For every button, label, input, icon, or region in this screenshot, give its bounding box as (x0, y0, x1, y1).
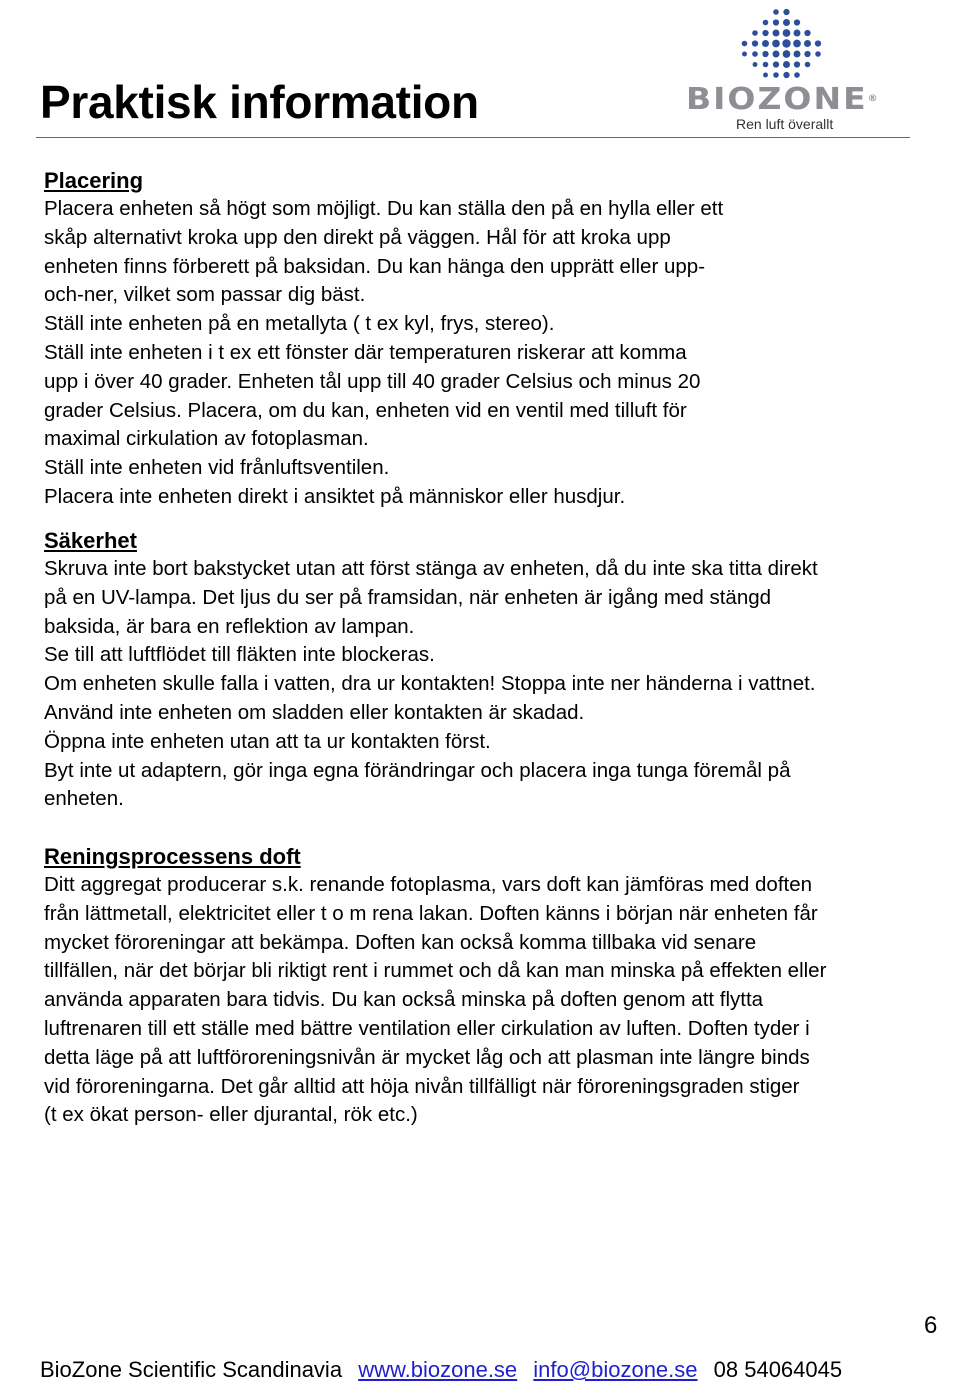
logo-dot-grid-icon (728, 6, 838, 86)
logo-dot (804, 30, 810, 36)
logo-dot (773, 72, 779, 78)
text-line: Se till att luftflödet till fläkten inte blockeras. (44, 643, 435, 667)
logo-dot (783, 72, 789, 78)
text-line: Öppna inte enheten utan att ta ur kontakten först. (44, 729, 491, 753)
text-line: enheten finns förberett på baksidan. Du kan hänga den upprätt eller upp- (44, 254, 706, 278)
footer-phone: 08 54064045 (713, 1357, 843, 1382)
text-line: mycket föroreningar att bekämpa. Doften kan också komma tillbaka vid senare (44, 930, 757, 954)
text-line: på en UV-lampa. Det ljus du ser på framsidan, när enheten är igång med stängd (44, 585, 772, 609)
logo-dot (783, 50, 791, 58)
logo-dot (762, 40, 769, 47)
logo-dot (763, 73, 768, 78)
page-title: Praktisk information (40, 76, 479, 128)
biozone-logo (684, 6, 916, 130)
text-line: Ställ inte enheten vid frånluftsventilen. (44, 456, 390, 480)
text-line: maximal cirkulation av fotoplasman. (44, 427, 369, 451)
section-body (44, 195, 960, 512)
section-reningsprocessens-doft (44, 842, 960, 1130)
section-heading: Reningsprocessens doft (44, 844, 301, 869)
text-line: Placera inte enheten direkt i ansiktet på människor eller husdjur. (44, 484, 626, 508)
text-line: upp i över 40 grader. Enheten tål upp till 40 grader Celsius och minus 20 (44, 369, 701, 393)
logo-wordmark: BIOZONE® (686, 80, 878, 117)
page-number: 6 (924, 1312, 938, 1339)
text-line: Skruva inte bort bakstycket utan att först stänga av enheten, då du inte ska titta direkt (44, 557, 818, 580)
text-line: (t ex ökat person- eller djurantal, rök etc.) (44, 1103, 418, 1127)
logo-dot (794, 19, 800, 25)
logo-dot (773, 30, 780, 37)
text-line: Placera enheten så högt som möjligt. Du kan ställa den på en hylla eller ett (44, 197, 724, 220)
logo-dot (783, 9, 789, 15)
logo-dot (783, 19, 790, 26)
section-body (44, 871, 960, 1130)
logo-dot (782, 39, 790, 47)
text-line: Byt inte ut adaptern, gör inga egna förändringar och placera inga tunga föremål på (44, 758, 791, 782)
text-line: baksida, är bara en reflektion av lampan. (44, 614, 415, 638)
logo-dot (783, 29, 791, 37)
logo-dot (794, 61, 800, 67)
logo-dot (752, 40, 758, 46)
logo-dot (773, 51, 780, 58)
logo-dot (752, 51, 758, 57)
header-divider (36, 137, 910, 138)
section-sakerhet (44, 526, 960, 814)
section-heading: Placering (44, 168, 144, 193)
footer-email-link[interactable]: info@biozone.se (533, 1357, 698, 1382)
logo-dot (794, 51, 801, 58)
text-line: skåp alternativt kroka upp den direkt på väggen. Hål för att kroka upp (44, 225, 671, 249)
logo-dot (773, 61, 779, 67)
logo-dot (762, 30, 768, 36)
footer-company: BioZone Scientific Scandinavia (40, 1357, 343, 1382)
logo-dot (804, 40, 811, 47)
text-line: Använd inte enheten om sladden eller kontakten är skadad. (44, 700, 585, 724)
logo-dot (753, 62, 758, 67)
logo-dot (752, 30, 758, 36)
text-line: använda apparaten bara tidvis. Du kan också minska på doften genom att flytta (44, 988, 764, 1012)
text-line: och-ner, vilket som passar dig bäst. (44, 283, 366, 307)
text-line: grader Celsius. Placera, om du kan, enheten vid en ventil med tilluft för (44, 398, 687, 422)
text-line: Ställ inte enheten i t ex ett fönster där temperaturen riskerar att komma (44, 340, 687, 364)
text-line: från lättmetall, elektricitet eller t o m rena lakan. Doften känns i början när enheten får (44, 901, 818, 925)
logo-dot (804, 51, 810, 57)
text-line: Ställ inte enheten på en metallyta ( t ex kyl, frys, stereo). (44, 312, 555, 336)
logo-dot (762, 51, 768, 57)
section-body (44, 555, 960, 814)
footer-website-link[interactable]: www.biozone.se (358, 1357, 518, 1382)
text-line: luftrenaren till ett ställe med bättre ventilation eller cirkulation av luften. Doften tyder i (44, 1016, 810, 1040)
text-line: tillfällen, när det börjar bli riktigt rent i rummet och då kan man minska på effekten eller (44, 959, 827, 983)
logo-dot (742, 41, 748, 47)
logo-dot (805, 62, 811, 68)
logo-dot (773, 19, 779, 25)
text-line: enheten. (44, 787, 124, 811)
logo-dot (742, 52, 747, 57)
logo-dot (772, 40, 780, 48)
logo-dot (763, 62, 769, 68)
text-line: detta läge på att luftföroreningsnivån är mycket låg och att plasman inte längre binds (44, 1045, 810, 1069)
logo-dot (783, 61, 790, 68)
section-placering (44, 166, 960, 512)
logo-dot (794, 72, 800, 78)
text-line: Om enheten skulle falla i vatten, dra ur kontakten! Stoppa inte ner händerna i vattnet. (44, 672, 816, 696)
logo-dot (763, 20, 769, 26)
footer (40, 1356, 842, 1384)
logo-dot (815, 51, 821, 57)
logo-tagline: Ren luft överallt (736, 116, 834, 132)
logo-dot (815, 40, 821, 46)
logo-dot (793, 40, 801, 48)
section-heading: Säkerhet (44, 528, 137, 553)
logo-dot (773, 9, 779, 15)
text-line: vid föroreningarna. Det går alltid att höja nivån tillfälligt när föroreningsgraden stiger (44, 1074, 800, 1098)
logo-dot (794, 30, 801, 37)
text-line: Ditt aggregat producerar s.k. renande fotoplasma, vars doft kan jämföras med doften (44, 873, 813, 896)
